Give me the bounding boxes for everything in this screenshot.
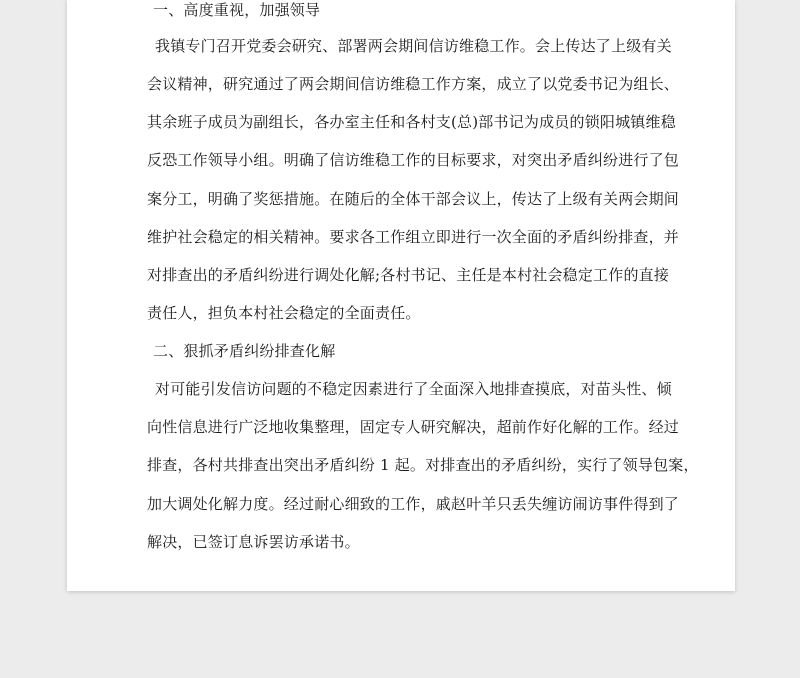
paragraph-line: 加大调处化解力度。经过耐心细致的工作，戚赵叶羊只丢失缠访闹访事件得到了: [147, 495, 680, 513]
section-heading: 一、高度重视，加强领导: [153, 1, 321, 19]
section-heading: 二、狠抓矛盾纠纷排查化解: [153, 342, 336, 360]
paragraph-line: 我镇专门召开党委会研究、部署两会期间信访维稳工作。会上传达了上级有关: [155, 37, 672, 55]
paragraph-line: 对排查出的矛盾纠纷进行调处化解;各村书记、主任是本村社会稳定工作的直接: [147, 266, 670, 284]
paragraph-line: 解决，已签订息诉罢访承诺书。: [147, 533, 360, 551]
paragraph-line: 对可能引发信访问题的不稳定因素进行了全面深入地排查摸底，对苗头性、倾: [155, 380, 672, 398]
paragraph-line: 排查，各村共排查出突出矛盾纠纷 1 起。对排查出的矛盾纠纷，实行了领导包案，: [147, 456, 699, 474]
paragraph-line: 维护社会稳定的相关精神。要求各工作组立即进行一次全面的矛盾纠纷排查，并: [147, 228, 680, 246]
paragraph-line: 案分工，明确了奖惩措施。在随后的全体干部会议上，传达了上级有关两会期间: [147, 190, 680, 208]
paragraph-line: 会议精神，研究通过了两会期间信访维稳工作方案，成立了以党委书记为组长、: [147, 75, 680, 93]
paragraph-line: 其余班子成员为副组长，各办室主任和各村支(总)部书记为成员的锁阳城镇维稳: [147, 113, 676, 131]
paragraph-line: 责任人，担负本村社会稳定的全面责任。: [147, 304, 421, 322]
paragraph-line: 向性信息进行广泛地收集整理，固定专人研究解决，超前作好化解的工作。经过: [147, 418, 680, 436]
paragraph-line: 反恐工作领导小组。明确了信访维稳工作的目标要求，对突出矛盾纠纷进行了包: [147, 151, 680, 169]
document-page: [67, 0, 735, 591]
